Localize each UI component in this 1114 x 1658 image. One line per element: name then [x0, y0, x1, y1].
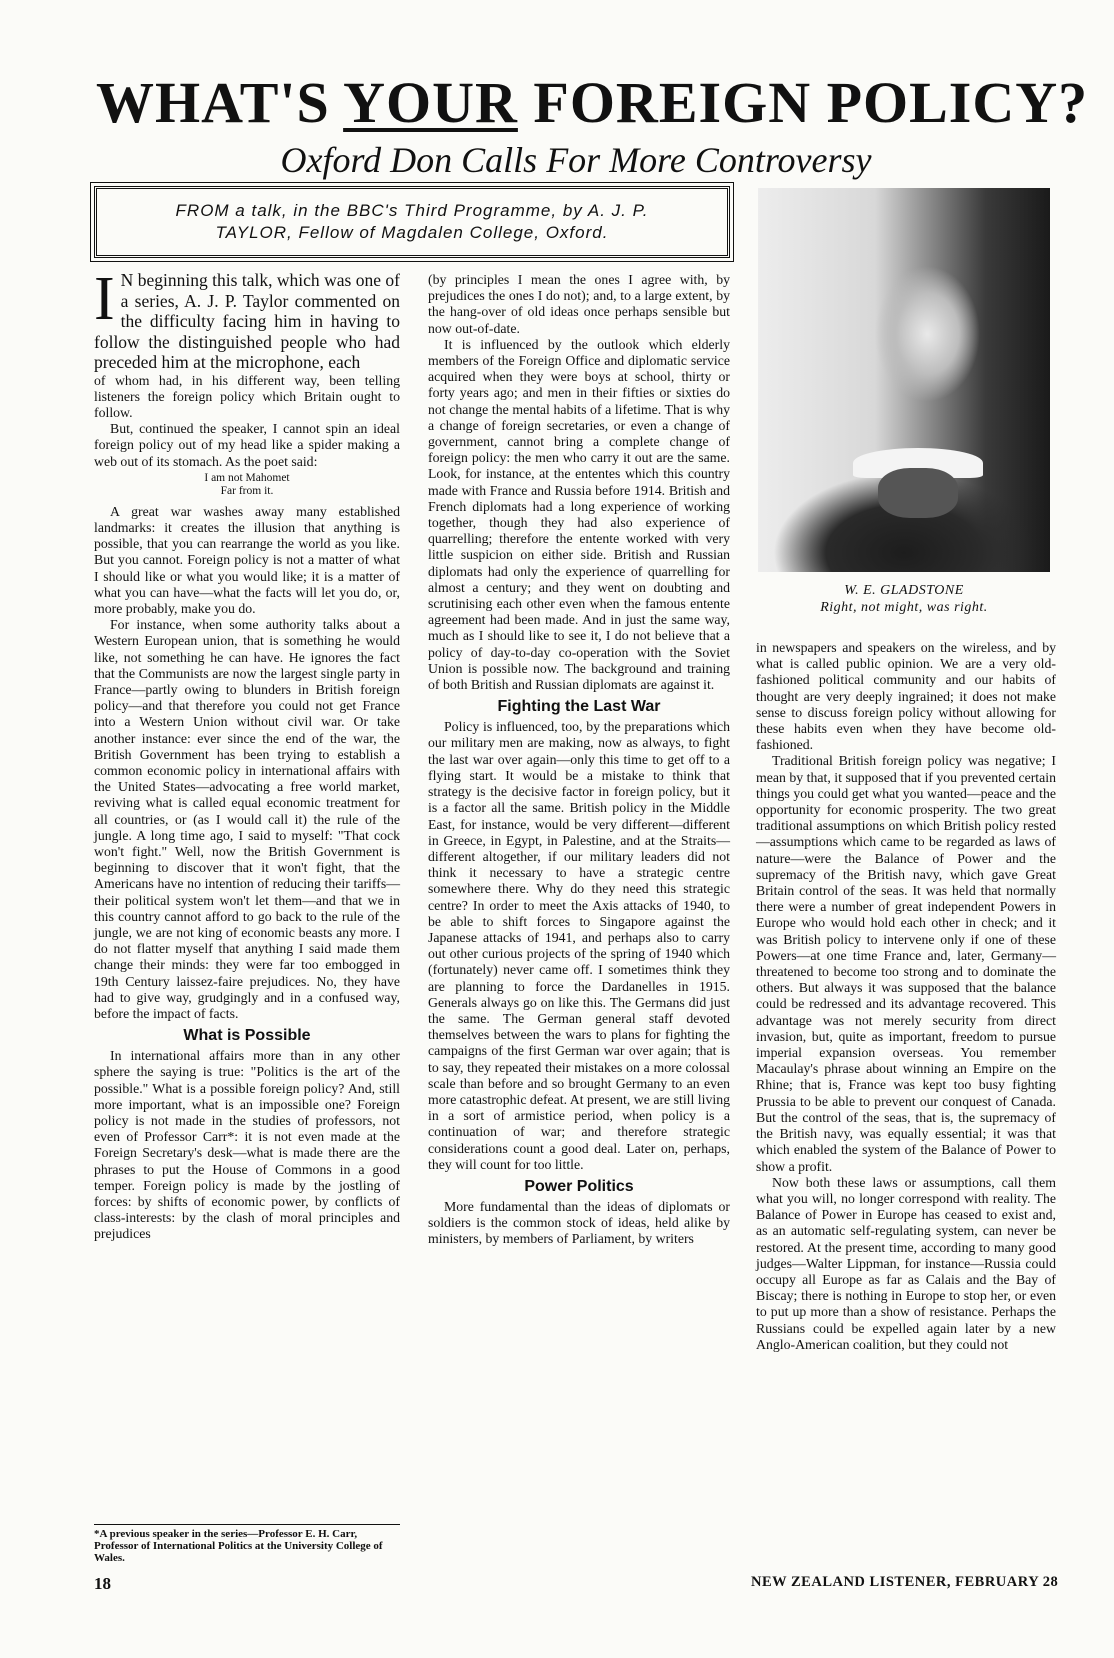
subheadline: Oxford Don Calls For More Controversy [280, 140, 872, 180]
headline-underlined-word: YOUR [343, 70, 518, 135]
caption-text: Right, not might, was right. [820, 600, 988, 615]
paragraph: For instance, when some authority talks about a Western European union, that is something he would like, not something he can have. He ignores the fact that the Communists are now the largest single party in France—partly owing to blunders in British foreign policy—and that therefore you could not get France into a Western Union without civil war. Or take another instance: ever since the end of the war, the British Government has been trying to establish a common economic policy in international affairs with the United States—advocating a free world market, reviving what is called equal economic treatment for all countries, or (as I would call it) the rule of the jungle. A long time ago, I said to myself: "That cock won't fight." Well, now the British Government is beginning to discover that it won't fight, that the Americans have no intention of reducing their tariffs—their political system won't let them—and that we in this country cannot afford to go back to the rule of the jungle, we are not king of economic beasts any more. I do not flatter myself that anything I said made them change their minds: they were far too embogged in 19th Century laissez-faire prejudices. No, they have had to give way, grudgingly and in a confused way, before the impact of facts. [94, 617, 400, 1022]
lead-text: N beginning this talk, which was one of a series, A. J. P. Taylor commented on the difficulty facing him in having to follow the distinguished people who had preceded him at the microphone, each [94, 270, 400, 372]
lead-paragraph [94, 265, 400, 373]
photo-caption [758, 582, 1050, 616]
paragraph: Policy is influenced, too, by the preparations which our military men are making, now as always, to fight the last war over again—only this time to get off to a flying start. It would be a mistake to think that strategy is the decisive factor in foreign policy, but it is a factor all the same. British policy in the Middle East, for instance, would be very different—different in Greece, in Egypt, in Palestine, and at the Straits—different altogether, if our military leaders did not think it necessary to have a strategic centre somewhere there. Why do they need this strategic centre? In order to meet the Axis attacks of 1940, to be able to shift forces to Singapore against the Japanese attacks of 1941, and perhaps also to carry out other curious projects of the spring of 1940 which (fortunately) never came off. I sometimes think they are planning to force the Dardanelles in 1915. Generals always go on like this. The Germans did just the same. The German general staff devoted themselves between the wars to plans for fighting the campaigns of the first German war over again; that is to say, they repeated their mistakes on a more colossal scale than before and so brought Germany to an even more catastrophic defeat. At present, we are still living in a sort of armistice period, when policy is a continuation of war; and therefore strategic considerations count a good deal. Later on, perhaps, they will count for too little. [428, 719, 730, 1172]
headline [96, 70, 1089, 136]
paragraph: (by principles I mean the ones I agree with, by prejudices the ones I do not); and, to a large extent, by the hang-over of old ideas once perhaps sensible but now out-of-date. [428, 272, 730, 336]
portrait-photo [758, 188, 1050, 572]
portrait-tie [878, 468, 958, 518]
paragraph: of whom had, in his different way, been telling listeners the foreign policy which Britain ought to follow. [94, 372, 400, 420]
footnote: *A previous speaker in the series—Professor E. H. Carr, Professor of International Politics at the University College of Wales. [94, 1524, 400, 1564]
caption-name: W. E. GLADSTONE [844, 583, 964, 598]
section-heading: What is Possible [183, 1027, 311, 1045]
article-column-2 [428, 272, 730, 1248]
poem-quote [94, 472, 400, 498]
article-column-1 [94, 265, 400, 1243]
article-column-3 [756, 640, 1056, 1353]
publication-line: NEW ZEALAND LISTENER, FEBRUARY 28 [751, 1574, 1059, 1590]
headline-pre: WHAT'S [96, 70, 344, 135]
paragraph: A great war washes away many established landmarks: it creates the illusion that anything is possible, that you can rearrange the world as you like. But you cannot. Foreign policy is not a matter of what I should like or what you would like; it is a matter of what you can have—what the facts will let you do, or, more probably, make you do. [94, 503, 400, 616]
section-heading: Fighting the Last War [497, 698, 661, 716]
section-heading: Power Politics [524, 1177, 634, 1195]
paragraph: But, continued the speaker, I cannot spin an ideal foreign policy out of my head like a spider making a web out of its stomach. As the poet said: [94, 421, 400, 469]
paragraph: In international affairs more than in any other sphere the saying is true: "Politics is the art of the possible." What is a possible foreign policy? And, still more important, what is an impossible one? Foreign policy is not made in the studies of professors, not even of Professor Carr*: it is not even made at the Foreign Secretary's desk—what is made there are the phrases to put the House of Commons in a good temper. Foreign policy is made by the jostling of forces: by shifts of economic power, by conflicts of class-interests: by the clash of moral principles and prejudices [94, 1048, 400, 1242]
page-number: 18 [94, 1574, 111, 1593]
paragraph: It is influenced by the outlook which elderly members of the Foreign Office and diplomatic service acquired when they were boys at school, thirty or forty years ago; and men in their fifties or sixties do not change the mental habits of a lifetime. That is why a change of foreign secretaries, or even a change of government, cannot bring a complete change of foreign policy: the men who carry it out are the same. Look, for instance, at the ententes which this country made with France and Russia before 1914. British and French diplomats had a long experience of working together, though they had also experience of quarrelling; therefore the entente worked with very little suspicion on either side. British and Russian diplomats had only the experience of quarrelling for almost a century; and they went on doubting and scrutinising each other even when the famous entente agreement had been made. And in just the same way, much as I should like to see it, I do not believe that a policy of day-to-day co-operation with the Soviet Union is possible now. The background and training of both British and Russian diplomats are against it. [428, 336, 730, 693]
paragraph: in newspapers and speakers on the wireless, and by what is called public opinion. We are a very old-fashioned political community and our habits of thought are very deeply ingrained; it does not make sense to discuss foreign policy without allowing for these habits even when they have become old-fashioned. [756, 640, 1056, 753]
paragraph: Traditional British foreign policy was negative; I mean by that, it supposed that if you prevented certain things you could get what you wanted—peace and the opportunity for economic prosperity. The two great traditional assumptions on which British policy rested—assumptions which came to be regarded as laws of nature—were the Balance of Power and the supremacy of the British navy, which gave Great Britain control of the seas. It was held that normally there were a number of great independent Powers in Europe who would hold each other in check; and it was British policy to intervene only if one of these Powers—at one time France and, later, Germany—threatened to become too strong and to dominate the others. But always it was supposed that the balance could be redressed and its advantage recovered. This advantage was not merely security from direct invasion, but, quite as important, freedom to pursue imperial expansion overseas. You remember Macaulay's phrase about winning an Empire on the Rhine; that is, France was kept too busy fighting Prussia to be able to prevent our conquest of Canada. But the control of the seas, that is, the supremacy of the British navy, was equally essential; it was that which enabled the system of the Balance of Power to show a profit. [756, 753, 1056, 1174]
poem-line: Far from it. [220, 484, 274, 497]
poem-line: I am not Mahomet [204, 471, 290, 484]
paragraph: Now both these laws or assumptions, call them what you will, no longer correspond with reality. The Balance of Power in Europe has ceased to exist and, as an automatic self-regulating system, can never be restored. At the present time, according to many good judges—Walter Lippman, for instance—Russia could occupy all Europe as far as Calais and the Bay of Biscay; there is nothing in Europe to stop her, or even to put up more than a show of resistance. Perhaps the Russians could be expelled again later by a new Anglo-American coalition, but they could not [756, 1174, 1056, 1352]
drop-cap: I [94, 265, 115, 333]
paragraph: More fundamental than the ideas of diplomats or soldiers is the common stock of ideas, held alike by ministers, by members of Parliament, by writers [428, 1198, 730, 1247]
intro-box [94, 186, 730, 258]
intro-text: FROM a talk, in the BBC's Third Programme, by A. J. P. TAYLOR, Fellow of Magdalen College, Oxford. [175, 201, 649, 242]
headline-post: FOREIGN POLICY? [517, 70, 1089, 135]
